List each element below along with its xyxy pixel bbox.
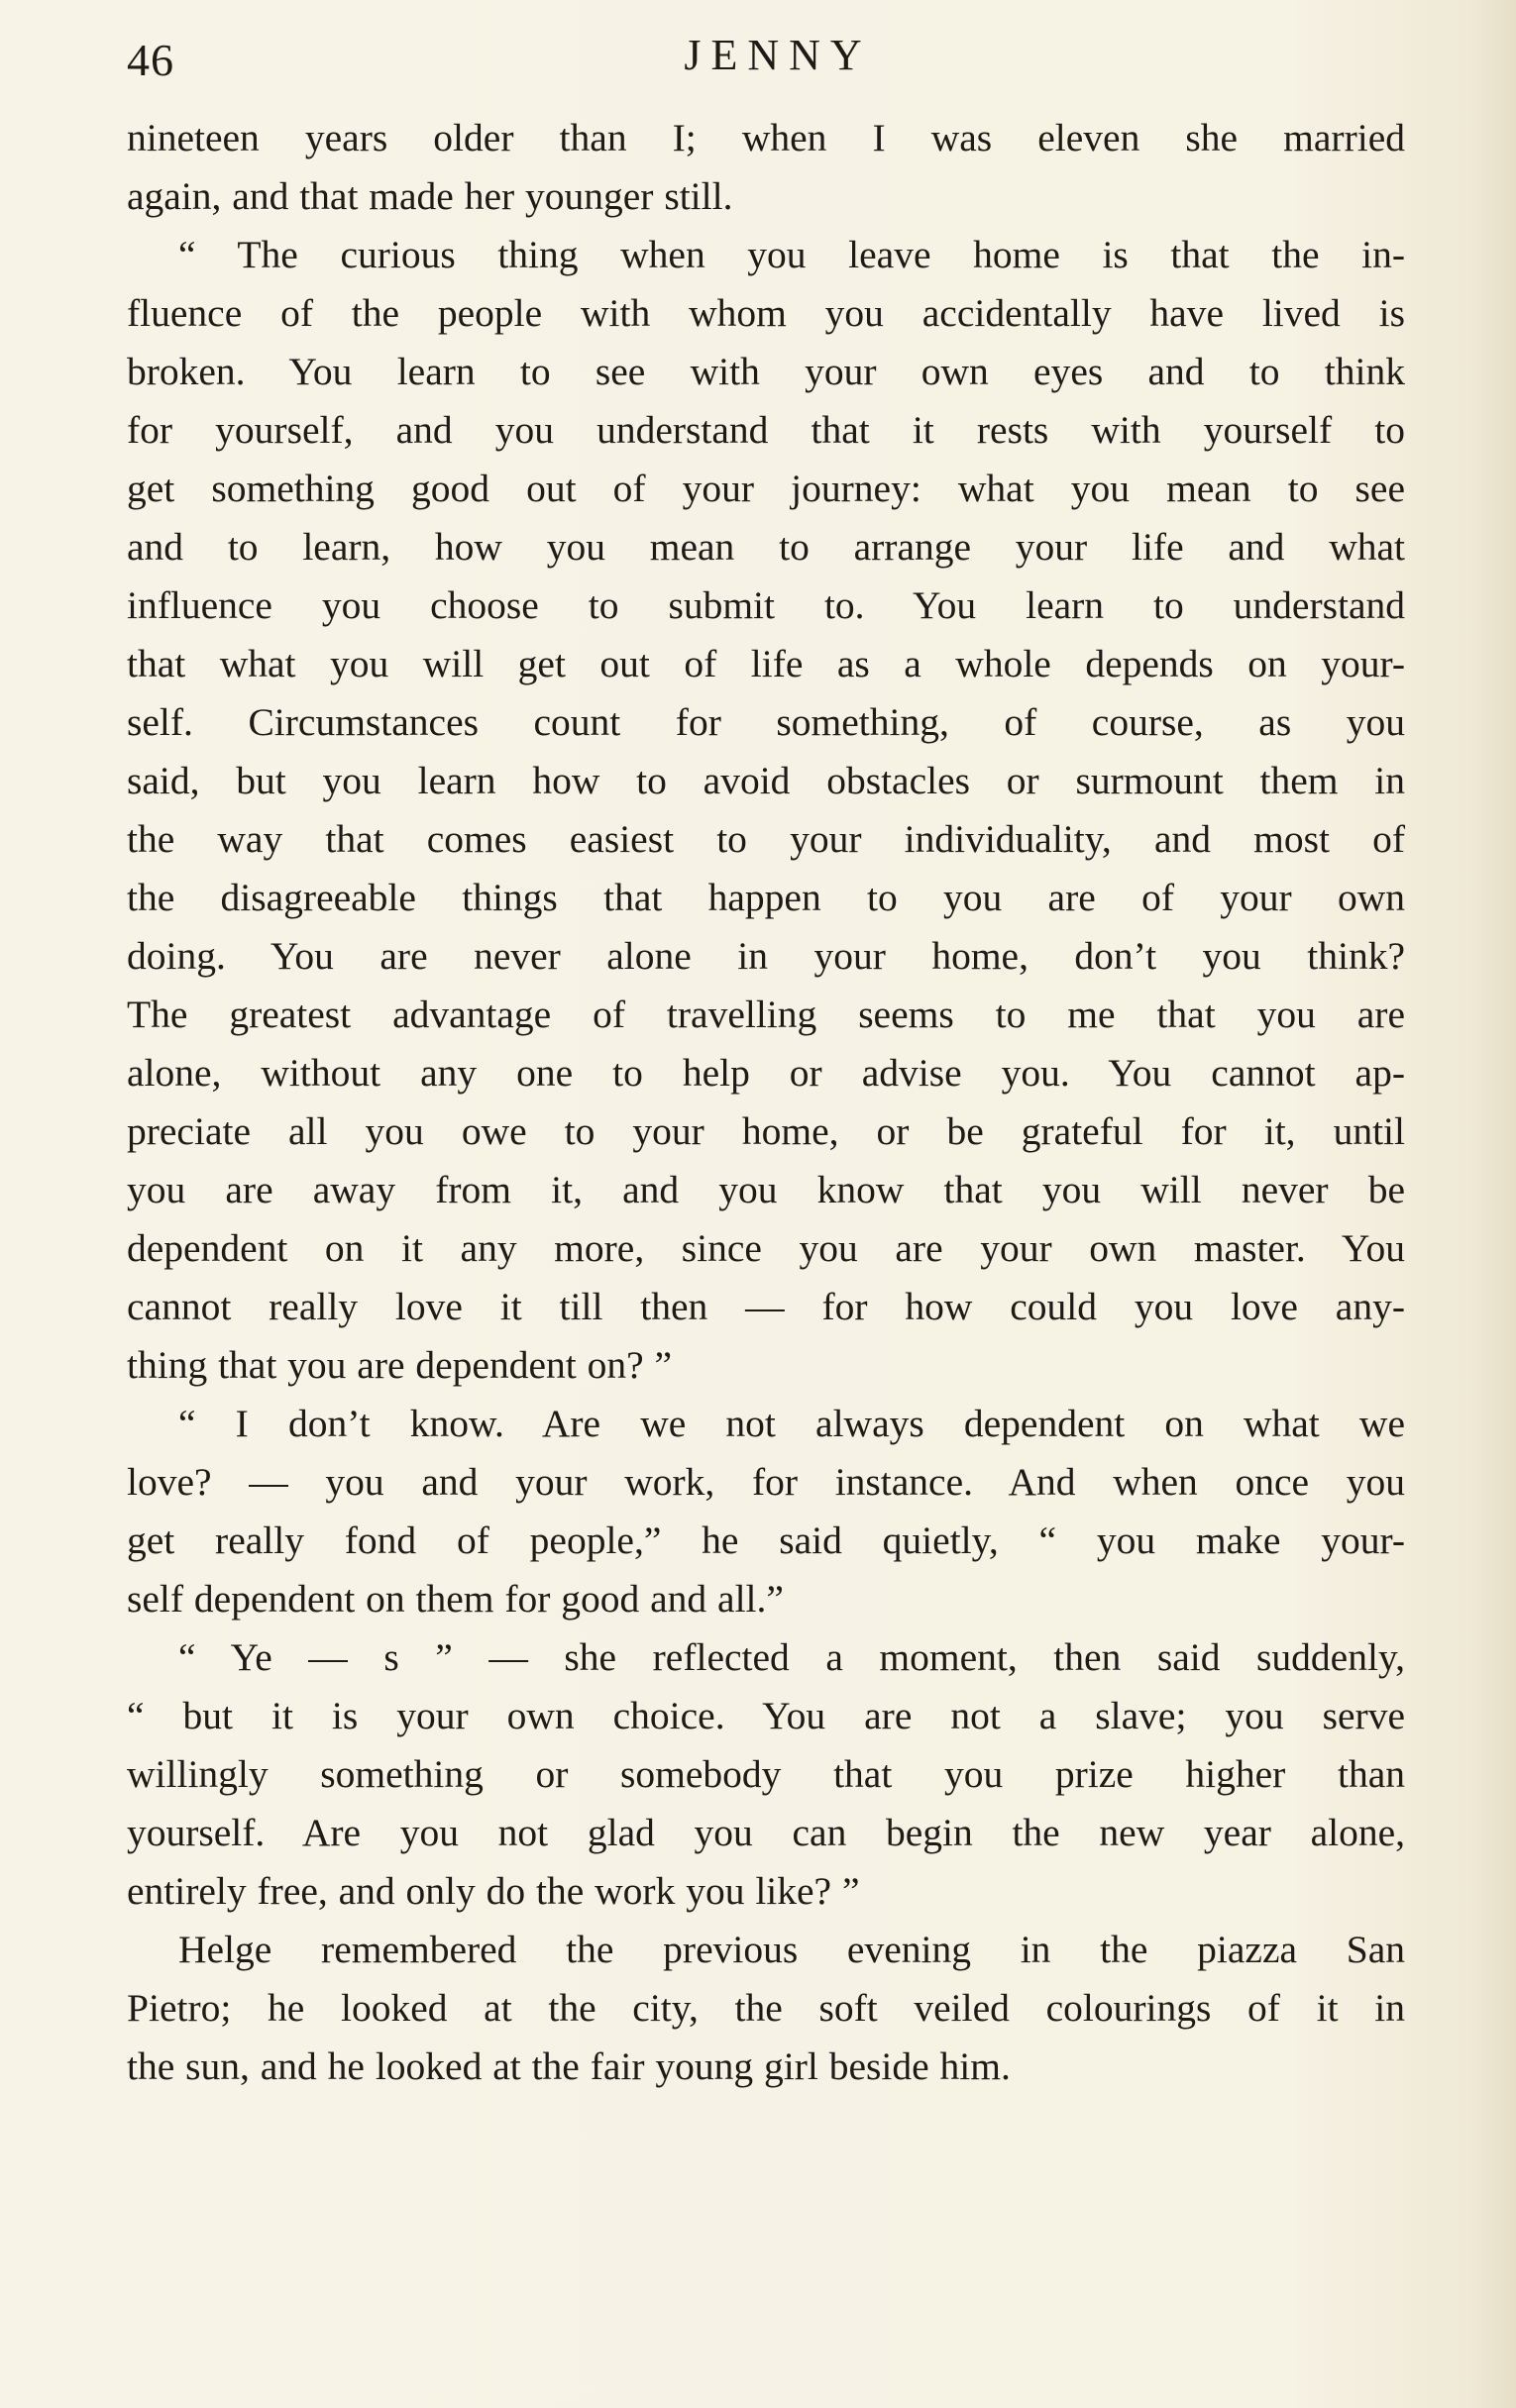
text-line: “ but it is your own choice. You are not a slave; you serve <box>127 1694 1405 1737</box>
text-line: cannot really love it till then — for how could you love any- <box>127 1285 1405 1328</box>
text-line: “ I don’t know. Are we not always dependent on what we <box>178 1402 1405 1445</box>
text-line: dependent on it any more, since you are your own master. You <box>127 1226 1405 1270</box>
text-line: entirely free, and only do the work you like? ” <box>127 1869 860 1913</box>
running-head: JENNY <box>684 31 872 79</box>
text-line: broken. You learn to see with your own eyes and to think <box>127 350 1405 393</box>
text-line: and to learn, how you mean to arrange your life and what <box>127 525 1405 569</box>
text-line: the disagreeable things that happen to you are of your own <box>127 876 1405 919</box>
text-line: Pietro; he looked at the city, the soft veiled colourings of it in <box>127 1986 1405 2030</box>
text-line: get something good out of your journey: what you mean to see <box>127 467 1405 510</box>
text-line: said, but you learn how to avoid obstacles or surmount them in <box>127 759 1405 802</box>
text-line: “ Ye — s ” — she reflected a moment, then said suddenly, <box>178 1635 1405 1679</box>
text-line: the way that comes easiest to your individuality, and most of <box>127 817 1405 861</box>
text-line: again, and that made her younger still. <box>127 174 733 218</box>
text-line: yourself. Are you not glad you can begin the new year alone, <box>127 1811 1405 1854</box>
text-line: love? — you and your work, for instance. And when once you <box>127 1460 1405 1504</box>
text-line: preciate all you owe to your home, or be grateful for it, until <box>127 1109 1405 1153</box>
text-line: fluence of the people with whom you accidentally have lived is <box>127 291 1405 335</box>
text-line: doing. You are never alone in your home, don’t you think? <box>127 934 1405 978</box>
text-line: The greatest advantage of travelling seems to me that you are <box>127 993 1405 1036</box>
text-line: that what you will get out of life as a whole depends on your- <box>127 642 1405 685</box>
text-line: the sun, and he looked at the fair young girl beside him. <box>127 2044 1011 2088</box>
page-header <box>127 30 1405 89</box>
text-line: influence you choose to submit to. You learn to understand <box>127 583 1405 627</box>
body-text <box>127 109 1405 2096</box>
text-line: willingly something or somebody that you prize higher than <box>127 1752 1405 1796</box>
text-line: alone, without any one to help or advise you. You cannot ap- <box>127 1051 1405 1095</box>
text-line: Helge remembered the previous evening in the piazza San <box>178 1928 1405 1971</box>
text-line: “ The curious thing when you leave home is that the in- <box>178 233 1405 276</box>
text-line: self dependent on them for good and all.” <box>127 1577 784 1621</box>
text-line: self. Circumstances count for something, of course, as you <box>127 700 1405 744</box>
text-line: get really fond of people,” he said quietly, “ you make your- <box>127 1518 1405 1562</box>
text-line: you are away from it, and you know that you will never be <box>127 1168 1405 1211</box>
text-line: thing that you are dependent on? ” <box>127 1343 673 1387</box>
text-line: for yourself, and you understand that it rests with yourself to <box>127 408 1405 452</box>
page-number: 46 <box>127 35 174 85</box>
text-line: nineteen years older than I; when I was eleven she married <box>127 116 1405 159</box>
